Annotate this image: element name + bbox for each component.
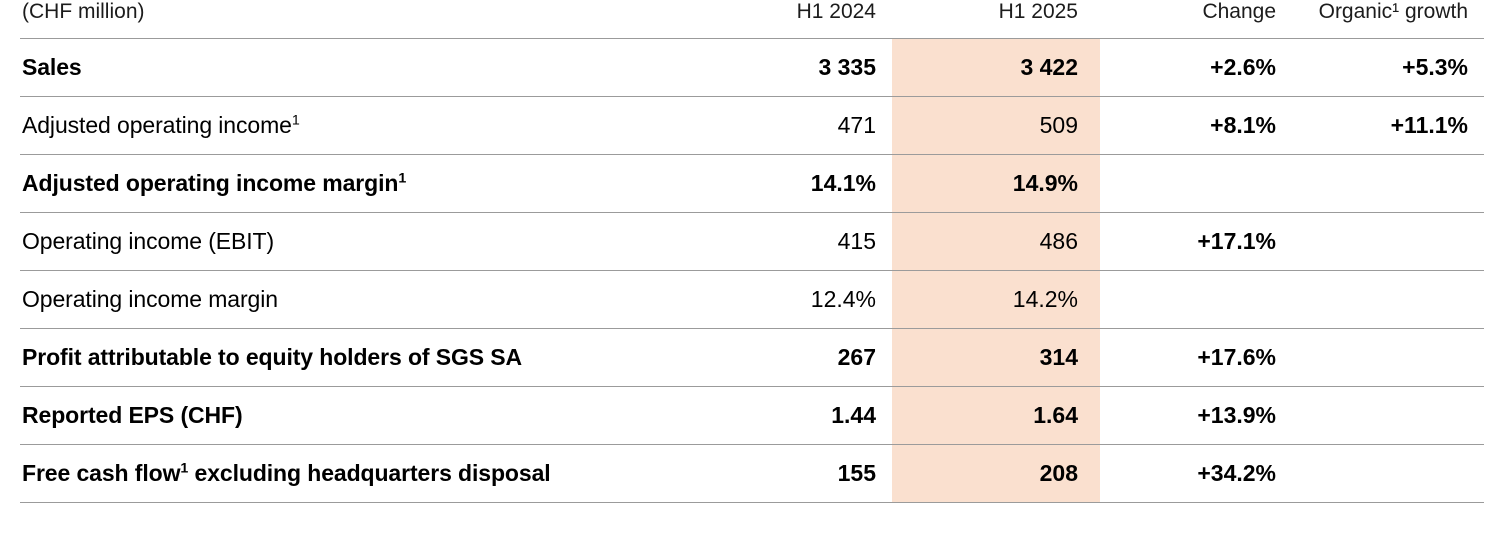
table-body [20,39,1484,503]
cell-organic-growth: +5.3% [1292,39,1484,97]
row-label [20,213,724,271]
table-row [20,445,1484,503]
cell-h1-2024: 415 [724,213,892,271]
table-row [20,329,1484,387]
row-label-tail: excluding headquarters disposal [188,460,551,486]
cell-change: +34.2% [1100,445,1292,503]
cell-change [1100,271,1292,329]
table-row [20,155,1484,213]
cell-h1-2025: 314 [892,329,1100,387]
table-row [20,97,1484,155]
cell-h1-2025: 509 [892,97,1100,155]
cell-h1-2025: 14.2% [892,271,1100,329]
cell-organic-growth [1292,445,1484,503]
cell-h1-2025: 208 [892,445,1100,503]
table-row [20,39,1484,97]
row-label [20,445,724,503]
cell-organic-growth [1292,213,1484,271]
row-label [20,329,724,387]
column-header-organic-growth: Organic¹ growth [1318,0,1468,23]
table-row [20,387,1484,445]
cell-change [1100,155,1292,213]
footnote-marker: 1 [398,170,407,187]
cell-organic-growth [1292,387,1484,445]
cell-h1-2024: 155 [724,445,892,503]
cell-h1-2024: 471 [724,97,892,155]
cell-organic-growth [1292,271,1484,329]
cell-h1-2024: 12.4% [724,271,892,329]
row-label [20,155,724,213]
row-label-text: Adjusted operating income margin [22,170,399,196]
cell-change: +17.6% [1100,329,1292,387]
cell-h1-2024: 14.1% [724,155,892,213]
footnote-marker: 1 [291,112,300,129]
row-label-text: Sales [22,54,82,80]
row-label-text: Reported EPS (CHF) [22,402,243,428]
cell-change: +13.9% [1100,387,1292,445]
row-label-text: Profit attributable to equity holders of SGS SA [22,344,523,370]
column-header-change: Change [1202,0,1276,23]
cell-h1-2025: 1.64 [892,387,1100,445]
row-label [20,97,724,155]
cell-change: +17.1% [1100,213,1292,271]
row-label-text: Operating income margin [22,286,278,312]
row-label [20,39,724,97]
cell-h1-2025: 3 422 [892,39,1100,97]
row-label [20,271,724,329]
footnote-marker: 1 [180,460,189,477]
row-label-text: Operating income (EBIT) [22,228,275,254]
table-row [20,271,1484,329]
row-label-text: Adjusted operating income [22,112,292,138]
cell-h1-2024: 267 [724,329,892,387]
cell-change: +2.6% [1100,39,1292,97]
column-header-unit: (CHF million) [22,0,145,23]
cell-organic-growth: +11.1% [1292,97,1484,155]
cell-organic-growth [1292,329,1484,387]
cell-h1-2025: 14.9% [892,155,1100,213]
cell-change: +8.1% [1100,97,1292,155]
column-header-h1-2024: H1 2024 [796,0,876,23]
cell-h1-2025: 486 [892,213,1100,271]
cell-h1-2024: 3 335 [724,39,892,97]
row-label [20,387,724,445]
table-header-row [20,0,1484,39]
table-header [20,0,1484,39]
cell-organic-growth [1292,155,1484,213]
financial-summary-table [20,0,1484,503]
row-label-text: Free cash flow [22,460,181,486]
column-header-h1-2025: H1 2025 [998,0,1078,23]
cell-h1-2024: 1.44 [724,387,892,445]
table-row [20,213,1484,271]
